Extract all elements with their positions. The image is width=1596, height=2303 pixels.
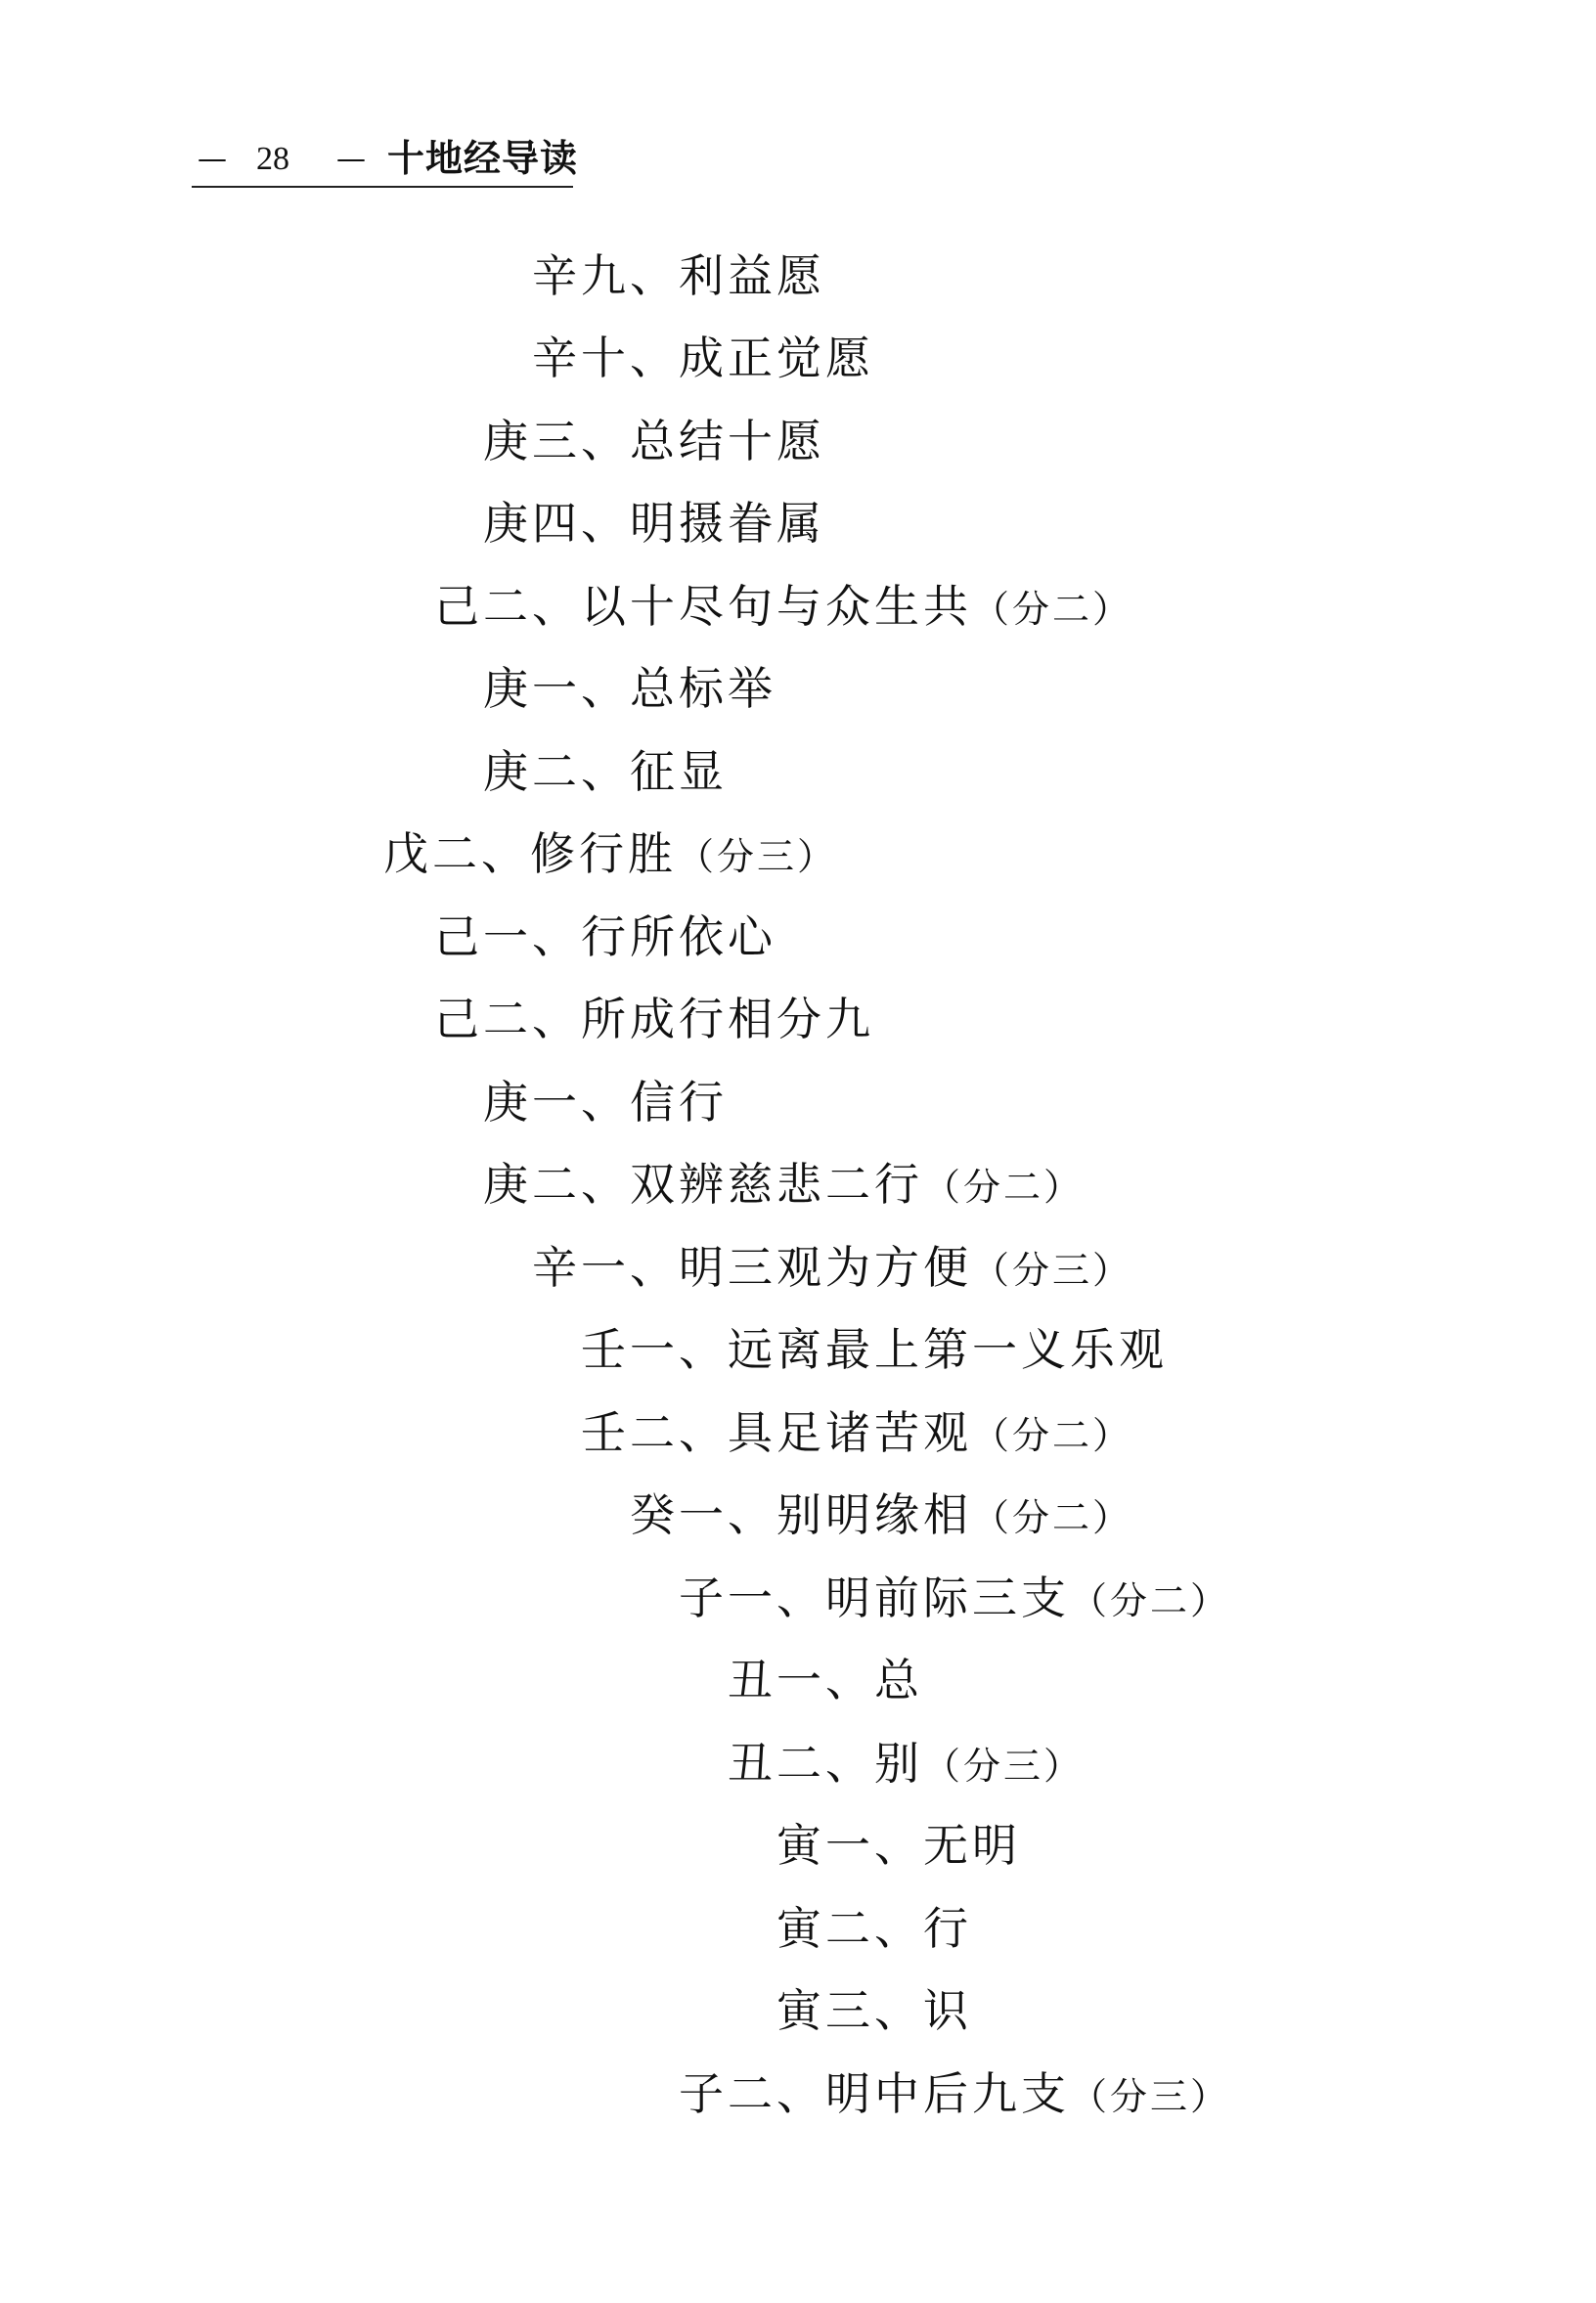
outline-item-label: 子一、明前际三支 — [679, 1572, 1070, 1624]
outline-item-note: （分三） — [677, 835, 838, 878]
outline-item-label: 辛一、明三观为方便 — [532, 1241, 972, 1294]
page-number: 28 — [256, 141, 289, 177]
outline-item — [728, 1652, 923, 1708]
outline-item-note: （分三） — [972, 1249, 1133, 1292]
outline-item-label: 戊二、修行胜 — [383, 827, 677, 880]
outline-item-label: 寅二、行 — [776, 1902, 972, 1955]
outline-item-label: 丑二、别 — [728, 1737, 923, 1790]
outline-item-label: 己二、所成行相分九 — [434, 993, 874, 1045]
outline-item — [434, 991, 874, 1047]
book-title: 十地经导读 — [387, 136, 579, 180]
outline-item — [679, 2065, 1230, 2122]
outline-item-label: 庚二、双辨慈悲二行 — [483, 1158, 923, 1211]
outline-item — [483, 413, 825, 469]
outline-item-label: 己一、行所依心 — [434, 910, 776, 963]
outline-item — [383, 825, 837, 882]
outline-item-label: 庚一、总标举 — [483, 662, 776, 715]
outline-item — [483, 1074, 728, 1130]
outline-item — [434, 908, 776, 965]
outline-item-note: （分二） — [972, 1496, 1133, 1539]
outline-item-label: 辛十、成正觉愿 — [532, 332, 874, 384]
outline-item-note: （分三） — [1070, 2075, 1231, 2118]
outline-item-label: 庚四、明摄眷属 — [483, 497, 825, 550]
outline-item — [776, 1817, 1021, 1874]
outline-item-label: 辛九、利益愿 — [532, 249, 825, 302]
outline-item — [532, 330, 874, 386]
outline-item — [532, 247, 825, 304]
outline-item-label: 寅一、无明 — [776, 1819, 1021, 1872]
outline-item-note: （分二） — [972, 1414, 1133, 1457]
outline-item-label: 子二、明中后九支 — [679, 2067, 1070, 2120]
outline-item — [581, 1321, 1168, 1378]
outline-item — [728, 1735, 1084, 1792]
outline-item — [679, 1570, 1230, 1626]
outline-item — [483, 495, 825, 552]
outline-item-label: 庚一、信行 — [483, 1076, 728, 1129]
outline-item-note: （分二） — [1070, 1579, 1231, 1622]
outline-item — [434, 578, 1132, 635]
outline-item — [483, 743, 728, 800]
outline-item-label: 壬一、远离最上第一义乐观 — [581, 1323, 1168, 1376]
header-dash-right: — — [336, 142, 366, 176]
outline-item — [776, 1982, 972, 2039]
outline-item-label: 庚三、总结十愿 — [483, 415, 825, 467]
outline-item — [532, 1239, 1132, 1296]
outline-item-note: （分二） — [972, 588, 1133, 631]
outline-item-label: 壬二、具足诸苦观 — [581, 1406, 972, 1459]
outline-item — [630, 1486, 1132, 1543]
outline-item — [776, 1900, 972, 1957]
outline-item — [581, 1404, 1132, 1461]
outline-item-label: 己二、以十尽句与众生共 — [434, 580, 972, 633]
outline-item-note: （分二） — [923, 1166, 1085, 1209]
outline-item-note: （分三） — [923, 1745, 1085, 1788]
outline-item-label: 庚二、征显 — [483, 745, 728, 798]
header-dash-left: — — [198, 142, 227, 176]
outline-item-label: 丑一、总 — [728, 1654, 923, 1706]
outline-item-label: 寅三、识 — [776, 1984, 972, 2037]
outline-item — [483, 660, 776, 717]
outline-item-label: 癸一、别明缘相 — [630, 1488, 972, 1541]
outline-item — [483, 1156, 1084, 1213]
